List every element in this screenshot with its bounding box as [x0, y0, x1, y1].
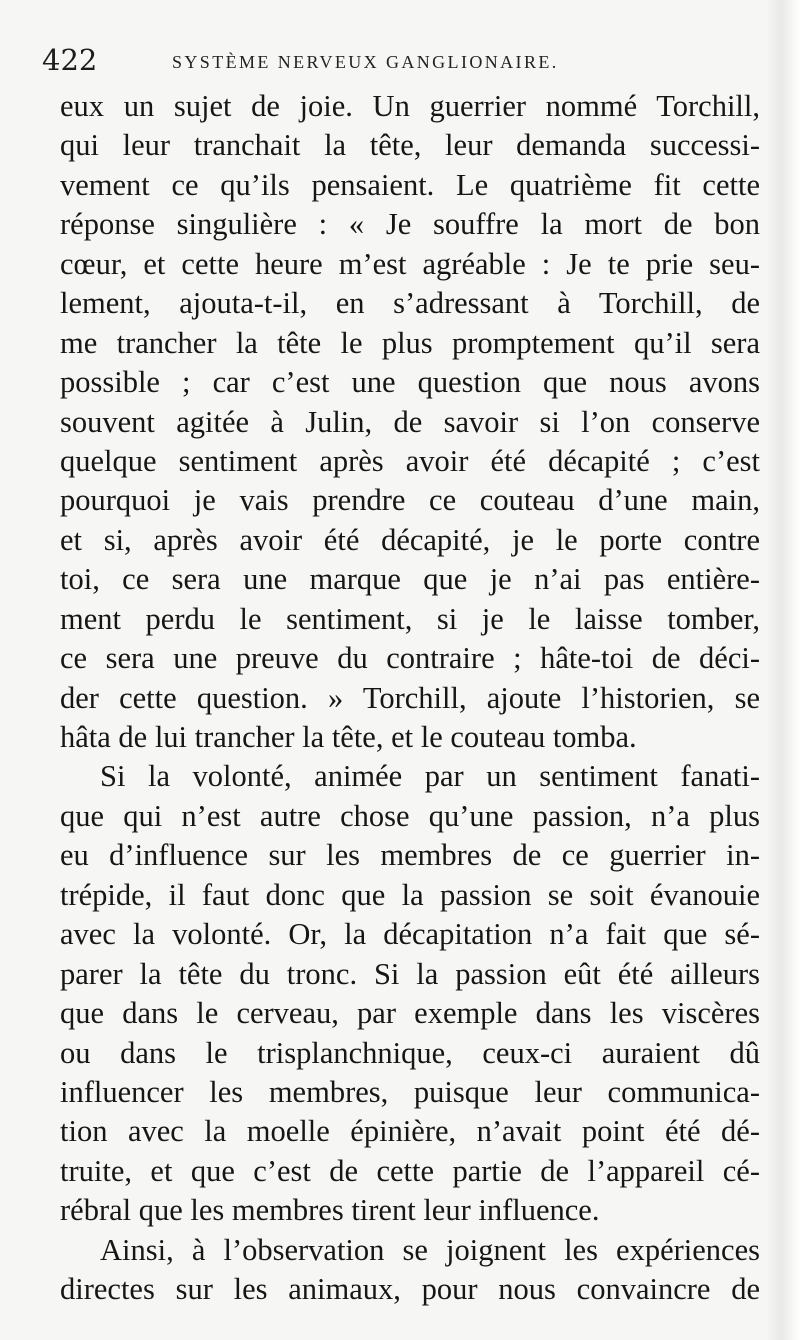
- text-line: parer la tête du tronc. Si la passion eût été ailleurs: [60, 956, 760, 991]
- text-line: eux un sujet de joie. Un guerrier nommé Torchill,: [60, 89, 760, 123]
- text-line: réponse singulière : « Je souffre la mort de bon: [60, 207, 760, 242]
- text-line: quelque sentiment après avoir été décapité ; c’est: [60, 443, 760, 478]
- text-line: ou dans le trisplanchnique, ceux-ci auraient dû: [60, 1035, 760, 1070]
- text-line: cœur, et cette heure m’est agréable : Je te prie seu-: [60, 246, 760, 281]
- body-text: [60, 87, 760, 1310]
- text-line: avec la volonté. Or, la décapitation n’a fait que sé-: [60, 917, 760, 952]
- text-line: et si, après avoir été décapité, je le porte contre: [60, 522, 760, 557]
- text-line: rébral que les membres tirent leur influence.: [60, 1193, 600, 1228]
- text-line: vement ce qu’ils pensaient. Le quatrième fit cette: [60, 167, 760, 202]
- page-header: [42, 42, 742, 82]
- text-line: que qui n’est autre chose qu’une passion, n’a plus: [60, 798, 760, 833]
- text-line: truite, et que c’est de cette partie de l’appareil cé-: [60, 1153, 760, 1188]
- text-line: Si la volonté, animée par un sentiment fanati-: [100, 759, 760, 794]
- text-line: eu d’influence sur les membres de ce guerrier in-: [60, 838, 760, 873]
- text-line: trépide, il faut donc que la passion se soit évanouie: [60, 877, 760, 912]
- text-line: directes sur les animaux, pour nous convaincre de: [60, 1272, 760, 1307]
- text-line: ce sera une preuve du contraire ; hâte-toi de déci-: [60, 641, 760, 676]
- text-line: qui leur tranchait la tête, leur demanda successi-: [60, 128, 760, 163]
- text-line: ment perdu le sentiment, si je le laisse tomber,: [60, 601, 760, 636]
- page-number: 422: [42, 43, 98, 77]
- text-line: influencer les membres, puisque leur communica-: [60, 1074, 760, 1109]
- text-line: me trancher la tête le plus promptement qu’il sera: [60, 325, 760, 360]
- text-line: toi, ce sera une marque que je n’ai pas entière-: [60, 562, 760, 597]
- text-line: souvent agitée à Julin, de savoir si l’on conserve: [60, 404, 760, 439]
- text-line: pourquoi je vais prendre ce couteau d’une main,: [60, 483, 760, 518]
- text-line: lement, ajouta-t-il, en s’adressant à Torchill, de: [60, 286, 760, 321]
- scan-edge: [766, 0, 800, 1340]
- running-head: SYSTÈME NERVEUX GANGLIONAIRE.: [172, 52, 559, 72]
- text-line: possible ; car c’est une question que nous avons: [60, 365, 760, 400]
- text-line: hâta de lui trancher la tête, et le couteau tomba.: [60, 720, 637, 754]
- text-line: Ainsi, à l’observation se joignent les expériences: [100, 1232, 760, 1267]
- text-line: tion avec la moelle épinière, n’avait point été dé-: [60, 1114, 760, 1149]
- text-line: que dans le cerveau, par exemple dans les viscères: [60, 996, 760, 1031]
- text-line: der cette question. » Torchill, ajoute l’historien, se: [60, 680, 760, 715]
